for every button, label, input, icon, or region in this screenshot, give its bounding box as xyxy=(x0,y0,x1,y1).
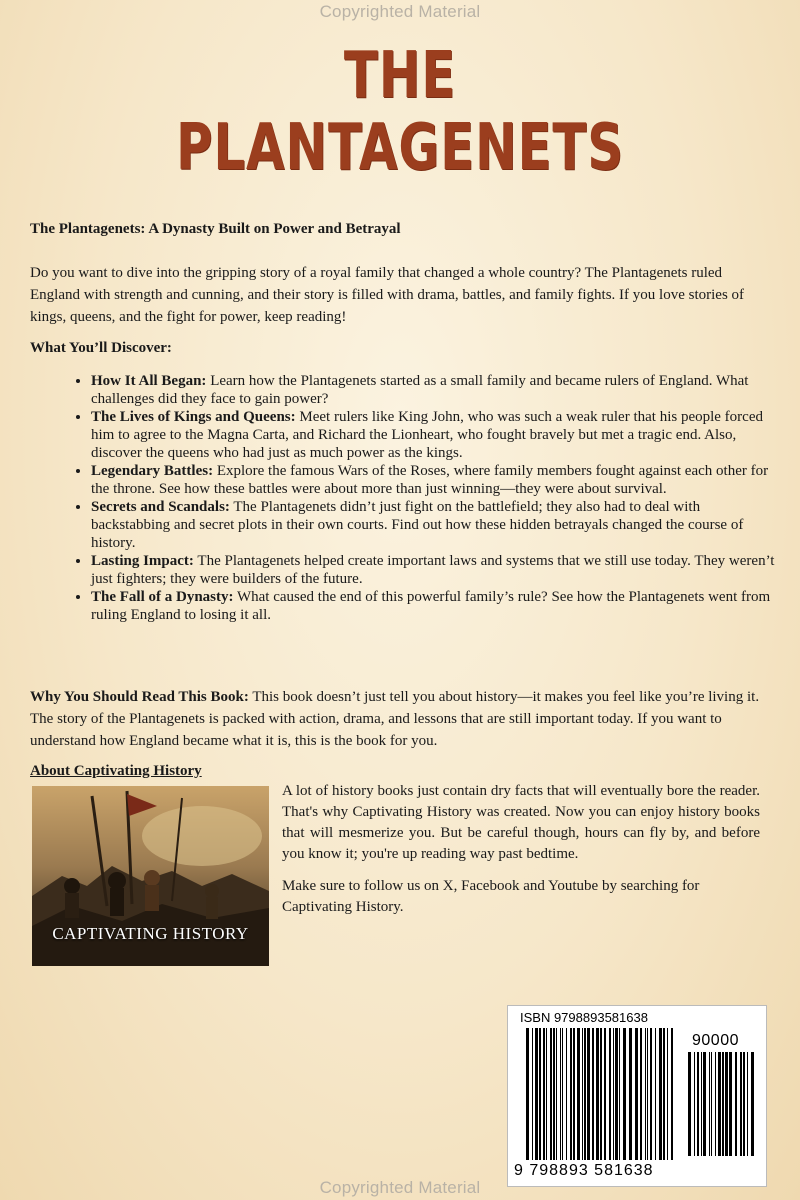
barcode-bar xyxy=(604,1028,606,1160)
barcode-bar xyxy=(747,1052,748,1156)
barcode-bar xyxy=(629,1028,632,1160)
barcode-bar xyxy=(751,1052,754,1156)
barcode-bar xyxy=(584,1028,586,1160)
barcode-bar xyxy=(725,1052,728,1156)
barcode-bar xyxy=(743,1052,745,1156)
list-item xyxy=(91,408,781,462)
barcode-bar xyxy=(613,1028,614,1160)
isbn-label: ISBN 9798893581638 xyxy=(520,1010,648,1025)
barcode-bar xyxy=(659,1028,662,1160)
book-title-line-1: THE xyxy=(343,39,457,113)
barcode-bar xyxy=(650,1028,652,1160)
barcode-digits: 9 798893 581638 xyxy=(514,1162,654,1179)
barcode-bar xyxy=(645,1028,646,1160)
barcode-bar xyxy=(609,1028,611,1160)
barcode-bar xyxy=(647,1028,648,1160)
barcode-bar xyxy=(718,1052,721,1156)
discover-heading: What You’ll Discover: xyxy=(30,340,172,356)
barcode-bar xyxy=(570,1028,572,1160)
barcode-bar xyxy=(592,1028,594,1160)
intro-paragraph: Do you want to dive into the gripping story of a royal family that changed a whole country? The Plantagenets ruled England with strength and cunning, and their story is filled with drama, battles, and family fights. If you love stories of kings, queens, and the fight for power, keep reading! xyxy=(30,265,745,325)
list-item-label: The Fall of a Dynasty: xyxy=(91,589,234,605)
list-item-text: What caused the end of this powerful family’s rule? See how the Plantagenets went from ruling England to losing it all. xyxy=(91,589,771,623)
barcode-bar xyxy=(722,1052,724,1156)
book-title-line-2: PLANTAGENETS xyxy=(176,111,624,185)
barcode-bar xyxy=(615,1028,618,1160)
list-item-text: Explore the famous Wars of the Roses, where family members fought against each other for the throne. See how these battles were about more than just winning—they were about survival. xyxy=(91,463,769,497)
barcode-bar xyxy=(663,1028,665,1160)
barcode-bar xyxy=(701,1052,702,1156)
barcode-bar xyxy=(587,1028,590,1160)
copyright-watermark-top: Copyrighted Material xyxy=(319,2,481,21)
price-code: 90000 xyxy=(692,1032,739,1049)
barcode-bar xyxy=(709,1052,710,1156)
barcode-bar xyxy=(539,1028,541,1160)
barcode-bar xyxy=(573,1028,575,1160)
barcode-bar xyxy=(688,1052,691,1156)
publisher-battle-image xyxy=(32,786,269,966)
barcode-bar xyxy=(655,1028,656,1160)
barcode-bar xyxy=(703,1052,706,1156)
list-item xyxy=(91,552,781,588)
copyright-watermark-bottom: Copyrighted Material xyxy=(319,1178,481,1197)
barcode-bar xyxy=(566,1028,567,1160)
list-item xyxy=(91,372,781,408)
barcode-bar xyxy=(526,1028,529,1160)
publisher-logo-caption: CAPTIVATING HISTORY xyxy=(52,924,249,943)
list-item-label: Legendary Battles: xyxy=(91,463,214,479)
list-item-text: The Plantagenets didn’t just fight on the battlefield; they also had to deal with backstabbing and secret plots in their own courts. Find out how these hidden betrayals changed the course of history. xyxy=(91,499,744,551)
why-read-text: This book doesn’t just tell you about history—it makes you feel like you’re living it. The story of the Plantagenets is packed with action, drama, and lessons that are still important today. If you want to understand how England became what it is, this is the book for you. xyxy=(30,689,760,749)
list-item-text: Meet rulers like King John, who was such a weak ruler that his people forced him to agree to the Magna Carta, and Richard the Lionheart, who fought bravely but met a tragic end. Also, discover the queens who had just as much power as the kings. xyxy=(91,409,763,461)
list-item xyxy=(91,462,781,498)
barcode-bar xyxy=(553,1028,555,1160)
barcode-bar xyxy=(577,1028,580,1160)
about-paragraph: A lot of history books just contain dry facts that will eventually bore the reader. That's why Captivating History was created. Now you can enjoy history books that will mesmerize you. But be careful though, hours can fly by, and before you know it; you're up reading way past bedtime. xyxy=(282,783,760,862)
barcode-bar xyxy=(535,1028,538,1160)
barcode-bar xyxy=(671,1028,673,1160)
barcode-bar xyxy=(740,1052,742,1156)
barcode-bars-main xyxy=(526,1028,676,1168)
barcode-bar xyxy=(715,1052,716,1156)
barcode-bar xyxy=(635,1028,638,1160)
list-item-text: Learn how the Plantagenets started as a small family and became rulers of England. What challenges did they face to gain power? xyxy=(91,373,749,407)
why-read-label: Why You Should Read This Book: xyxy=(30,689,249,705)
list-item-label: How It All Began: xyxy=(91,373,207,389)
barcode-bar xyxy=(619,1028,620,1160)
isbn-barcode xyxy=(507,1005,767,1187)
barcode-bars-price xyxy=(688,1052,754,1164)
barcode-bar xyxy=(532,1028,533,1160)
barcode-bar xyxy=(640,1028,642,1160)
barcode-bar xyxy=(582,1028,583,1160)
list-item-text: The Plantagenets helped create important laws and systems that we still use today. They weren’t just fighters; they were builders of the future. xyxy=(91,553,775,587)
barcode-bar xyxy=(550,1028,552,1160)
list-item-label: Lasting Impact: xyxy=(91,553,194,569)
about-heading: About Captivating History xyxy=(30,763,202,779)
book-subtitle: The Plantagenets: A Dynasty Built on Power and Betrayal xyxy=(30,221,401,237)
barcode-bar xyxy=(623,1028,626,1160)
list-item xyxy=(91,498,781,552)
barcode-bar xyxy=(562,1028,563,1160)
barcode-bar xyxy=(596,1028,599,1160)
barcode-bar xyxy=(694,1052,695,1156)
barcode-bar xyxy=(697,1052,699,1156)
barcode-bar xyxy=(667,1028,668,1160)
barcode-bar xyxy=(711,1052,712,1156)
barcode-bar xyxy=(735,1052,737,1156)
barcode-bar xyxy=(543,1028,545,1160)
follow-paragraph: Make sure to follow us on X, Facebook and Youtube by searching for Captivating History. xyxy=(282,878,700,915)
why-read-paragraph xyxy=(30,686,775,752)
barcode-bar xyxy=(729,1052,732,1156)
barcode-bar xyxy=(600,1028,602,1160)
list-item-label: Secrets and Scandals: xyxy=(91,499,230,515)
list-item-label: The Lives of Kings and Queens: xyxy=(91,409,296,425)
barcode-bar xyxy=(560,1028,561,1160)
barcode-bar xyxy=(556,1028,557,1160)
discover-list xyxy=(57,372,781,624)
list-item xyxy=(91,588,781,624)
barcode-bar xyxy=(546,1028,547,1160)
